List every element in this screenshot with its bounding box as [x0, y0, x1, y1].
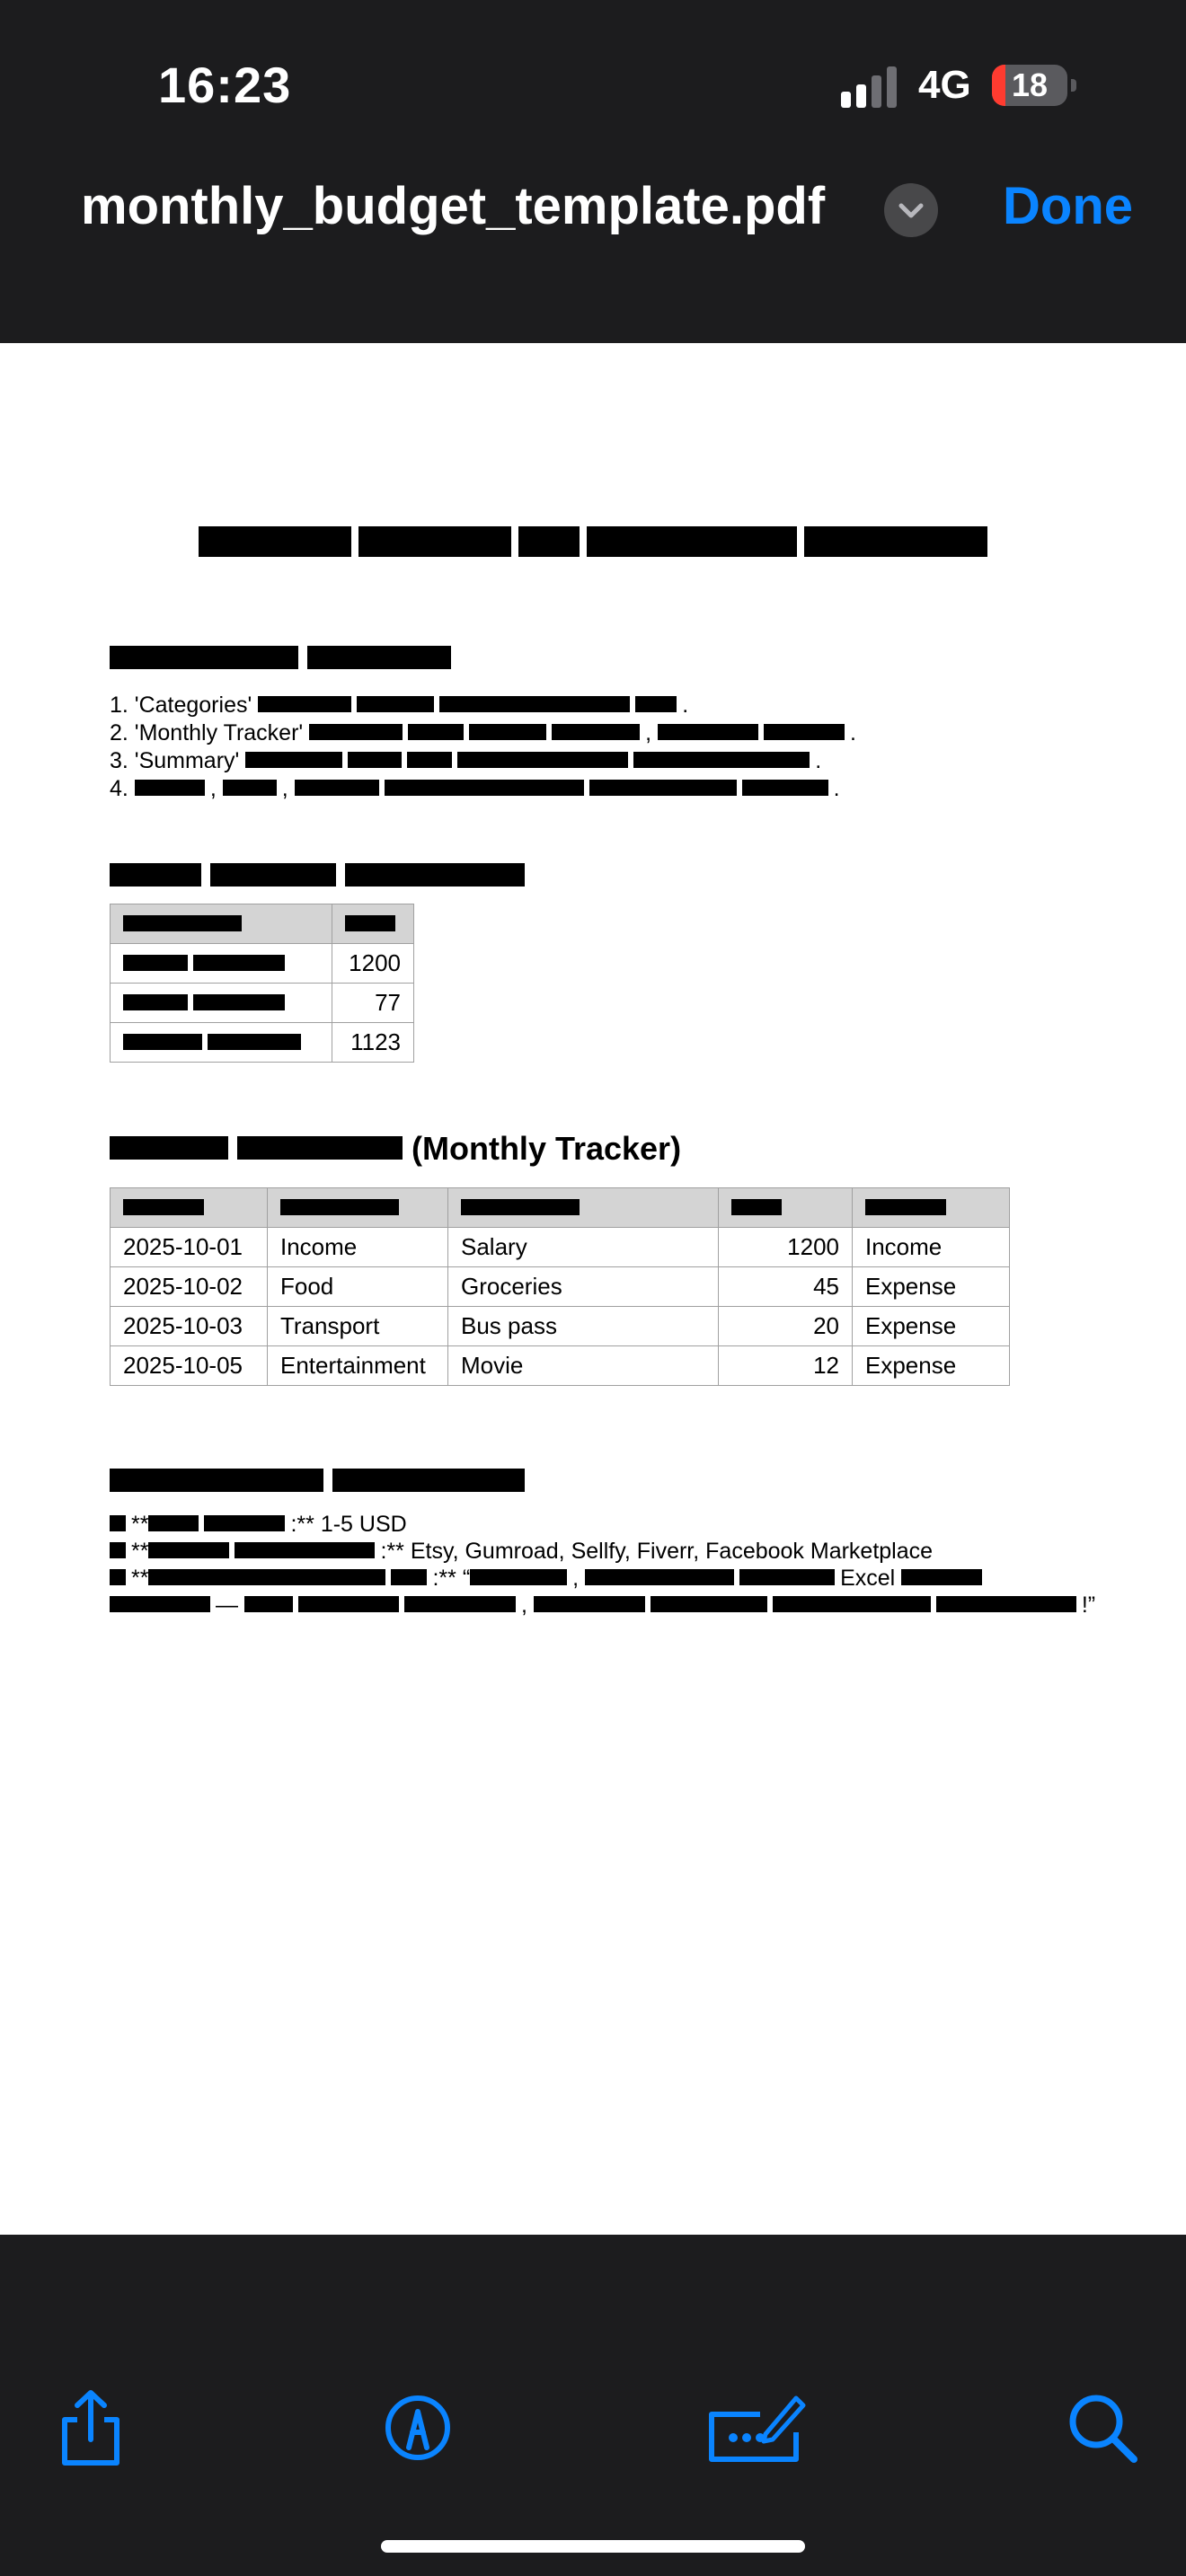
column-header [448, 1188, 719, 1228]
table-cell: 1200 [332, 944, 414, 984]
amount-cell: 45 [719, 1267, 853, 1307]
table-cell: 1123 [332, 1023, 414, 1063]
table-header-row [111, 904, 414, 944]
pdf-page [0, 343, 1186, 2235]
type-cell: Expense [853, 1307, 1010, 1346]
table-cell [111, 944, 332, 984]
note-pitch: ** :** “ , Excel — , !” [110, 1565, 1098, 1619]
column-header [332, 904, 414, 944]
type-cell: Income [853, 1228, 1010, 1267]
battery-level: 18 [1011, 66, 1049, 103]
list-item: 3. 'Summary' . [110, 748, 822, 773]
document-title [0, 526, 1186, 561]
markup-icon [377, 2387, 458, 2468]
share-button[interactable] [50, 2387, 131, 2468]
category-cell: Transport [268, 1307, 448, 1346]
table-cell [111, 1023, 332, 1063]
amount-cell: 1200 [719, 1228, 853, 1267]
document-filename[interactable]: monthly_budget_template.pdf [81, 177, 826, 235]
table-row [111, 1267, 1010, 1307]
notes-block [110, 1511, 1098, 1619]
date-cell: 2025-10-01 [111, 1228, 268, 1267]
table-row [111, 984, 414, 1023]
list-item: 1. 'Categories' . [110, 693, 689, 718]
instructions-heading [110, 640, 460, 677]
type-cell: Expense [853, 1267, 1010, 1307]
battery-icon [992, 65, 1067, 106]
filename-menu-button[interactable] [884, 183, 938, 237]
note-platforms: ** :** Etsy, Gumroad, Sellfy, Fiverr, Facebook Marketplace [110, 1538, 1098, 1565]
note-price: ** :** 1-5 USD [110, 1511, 1098, 1538]
list-item: 2. 'Monthly Tracker' , . [110, 720, 856, 745]
battery-tip [1071, 79, 1076, 92]
description-cell: Movie [448, 1346, 719, 1386]
tracker-heading: (Monthly Tracker) [110, 1130, 681, 1168]
column-header [111, 904, 332, 944]
description-cell: Groceries [448, 1267, 719, 1307]
cellular-signal-icon [841, 66, 898, 108]
type-cell: Expense [853, 1346, 1010, 1386]
network-type: 4G [918, 63, 971, 107]
column-header [853, 1188, 1010, 1228]
category-cell: Food [268, 1267, 448, 1307]
status-time: 16:23 [158, 57, 292, 113]
table-row [111, 1307, 1010, 1346]
home-indicator [381, 2540, 805, 2553]
table-row [111, 1346, 1010, 1386]
signature-icon [706, 2387, 807, 2468]
date-cell: 2025-10-02 [111, 1267, 268, 1307]
column-header [719, 1188, 853, 1228]
list-item: 4. , , . [110, 776, 840, 801]
done-button[interactable]: Done [1003, 177, 1133, 235]
description-cell: Bus pass [448, 1307, 719, 1346]
summary-heading [110, 857, 534, 895]
share-icon [50, 2387, 131, 2468]
table-row [111, 944, 414, 984]
table-cell: 77 [332, 984, 414, 1023]
summary-table [110, 904, 414, 1063]
amount-cell: 20 [719, 1307, 853, 1346]
date-cell: 2025-10-03 [111, 1307, 268, 1346]
instructions-list [110, 692, 856, 803]
column-header [111, 1188, 268, 1228]
category-cell: Entertainment [268, 1346, 448, 1386]
notes-heading [110, 1462, 534, 1500]
table-header-row [111, 1188, 1010, 1228]
category-cell: Income [268, 1228, 448, 1267]
description-cell: Salary [448, 1228, 719, 1267]
signature-button[interactable] [706, 2387, 807, 2468]
bottom-toolbar [0, 2235, 1186, 2576]
column-header [268, 1188, 448, 1228]
search-icon [1062, 2387, 1143, 2468]
search-button[interactable] [1062, 2387, 1143, 2468]
status-bar [0, 0, 1186, 180]
table-row [111, 1023, 414, 1063]
date-cell: 2025-10-05 [111, 1346, 268, 1386]
markup-button[interactable] [377, 2387, 458, 2468]
chevron-down-icon [884, 183, 938, 237]
amount-cell: 12 [719, 1346, 853, 1386]
tracker-table [110, 1187, 1010, 1386]
table-cell [111, 984, 332, 1023]
table-row [111, 1228, 1010, 1267]
